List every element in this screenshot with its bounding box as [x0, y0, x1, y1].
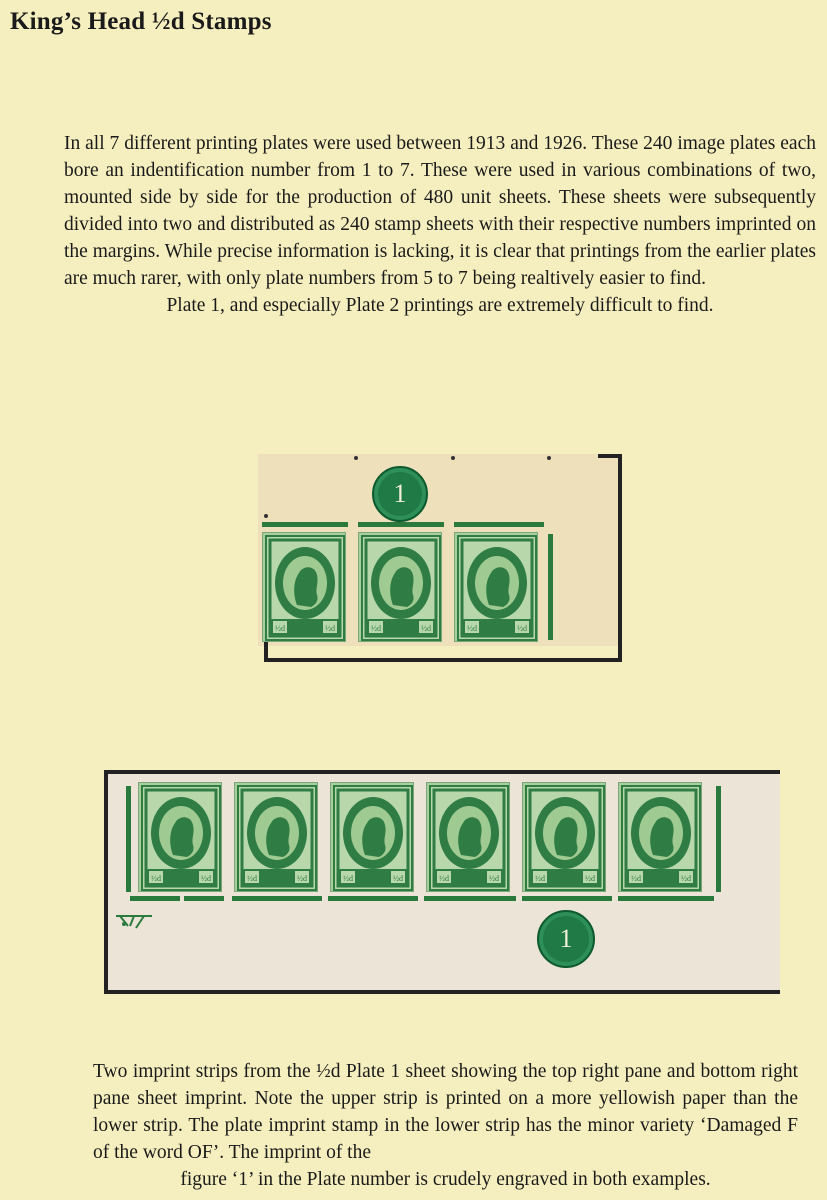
- stamp: [454, 532, 538, 642]
- lower-strip-side-rule: [716, 786, 721, 892]
- lower-strip-margin-rule: [130, 896, 180, 901]
- caption-body: Two imprint strips from the ½d Plate 1 sheet showing the top right pane and bottom right pane sheet imprint. Note the upper strip is printed on a more yellowish paper than the lower strip. The plate imprint stamp in the lower strip has the minor variety ‘Damaged F of the word OF’. The imprint of the: [93, 1061, 798, 1163]
- intro-last-line: Plate 1, and especially Plate 2 printings are extremely difficult to find.: [166, 295, 714, 316]
- lower-imprint-strip: [104, 770, 784, 996]
- svg-text:½d: ½d: [325, 624, 335, 633]
- lower-strip-margin-rule: [522, 896, 612, 901]
- stamp: [522, 782, 606, 892]
- svg-text:½d: ½d: [201, 874, 211, 883]
- svg-text:½d: ½d: [421, 624, 431, 633]
- upper-strip-margin-rule: [358, 522, 444, 527]
- lower-strip-frame-top: [104, 770, 780, 774]
- stamp: [426, 782, 510, 892]
- svg-text:½d: ½d: [631, 874, 641, 883]
- svg-text:½d: ½d: [535, 874, 545, 883]
- svg-text:½d: ½d: [151, 874, 161, 883]
- printer-mark-icon: [114, 912, 154, 932]
- svg-text:½d: ½d: [343, 874, 353, 883]
- lower-strip-frame-left: [104, 770, 108, 994]
- svg-text:½d: ½d: [585, 874, 595, 883]
- lower-strip-margin-rule: [232, 896, 322, 901]
- stamp: [138, 782, 222, 892]
- stamp: [262, 532, 346, 642]
- svg-text:½d: ½d: [247, 874, 257, 883]
- intro-body: In all 7 different printing plates were used between 1913 and 1926. These 240 image plates each bore an indentification number from 1 to 7. These were used in various combinations of two, mounted side by side for the production of 480 unit sheets. These sheets were subsequently divided into two and distributed as 240 stamp sheets with their respective numbers imprinted on the margins. While precise information is lacking, it is clear that printings from the earlier plates are much rarer, with only plate numbers from 5 to 7 being realtively easier to find.: [64, 133, 816, 289]
- caption-paragraph: [93, 1058, 798, 1193]
- upper-strip-dot: [451, 456, 455, 460]
- upper-strip-margin-rule: [454, 522, 544, 527]
- lower-plate-number-imprint: 1: [537, 910, 595, 968]
- svg-text:½d: ½d: [393, 874, 403, 883]
- svg-text:½d: ½d: [681, 874, 691, 883]
- svg-text:½d: ½d: [275, 624, 285, 633]
- stamp: [330, 782, 414, 892]
- svg-text:½d: ½d: [517, 624, 527, 633]
- upper-plate-number-imprint: 1: [372, 466, 428, 522]
- lower-strip-margin-rule: [424, 896, 516, 901]
- lower-strip-side-rule: [126, 786, 131, 892]
- upper-strip-dot: [354, 456, 358, 460]
- svg-text:½d: ½d: [439, 874, 449, 883]
- stamp: [618, 782, 702, 892]
- lower-strip-margin-rule: [328, 896, 418, 901]
- upper-strip-dot: [264, 514, 268, 518]
- upper-strip-frame-left: [264, 640, 268, 662]
- upper-strip-frame-bottom: [264, 658, 622, 662]
- upper-strip-margin-rule: [262, 522, 348, 527]
- stamp: [234, 782, 318, 892]
- upper-strip-frame-top: [598, 454, 622, 458]
- upper-strip-frame-right: [618, 454, 622, 662]
- svg-text:½d: ½d: [297, 874, 307, 883]
- lower-strip-margin-rule: [618, 896, 714, 901]
- lower-strip-frame-bottom: [104, 990, 780, 994]
- intro-paragraph: [64, 130, 816, 319]
- svg-text:½d: ½d: [467, 624, 477, 633]
- stamp: [358, 532, 442, 642]
- page-title: King’s Head ½d Stamps: [10, 8, 272, 35]
- upper-strip-side-rule: [548, 534, 553, 640]
- caption-last-line: figure ‘1’ in the Plate number is crudely engraved in both examples.: [180, 1169, 711, 1190]
- upper-imprint-strip: [258, 454, 628, 662]
- lower-strip-margin-rule: [184, 896, 224, 901]
- upper-strip-dot: [547, 456, 551, 460]
- svg-text:½d: ½d: [371, 624, 381, 633]
- svg-text:½d: ½d: [489, 874, 499, 883]
